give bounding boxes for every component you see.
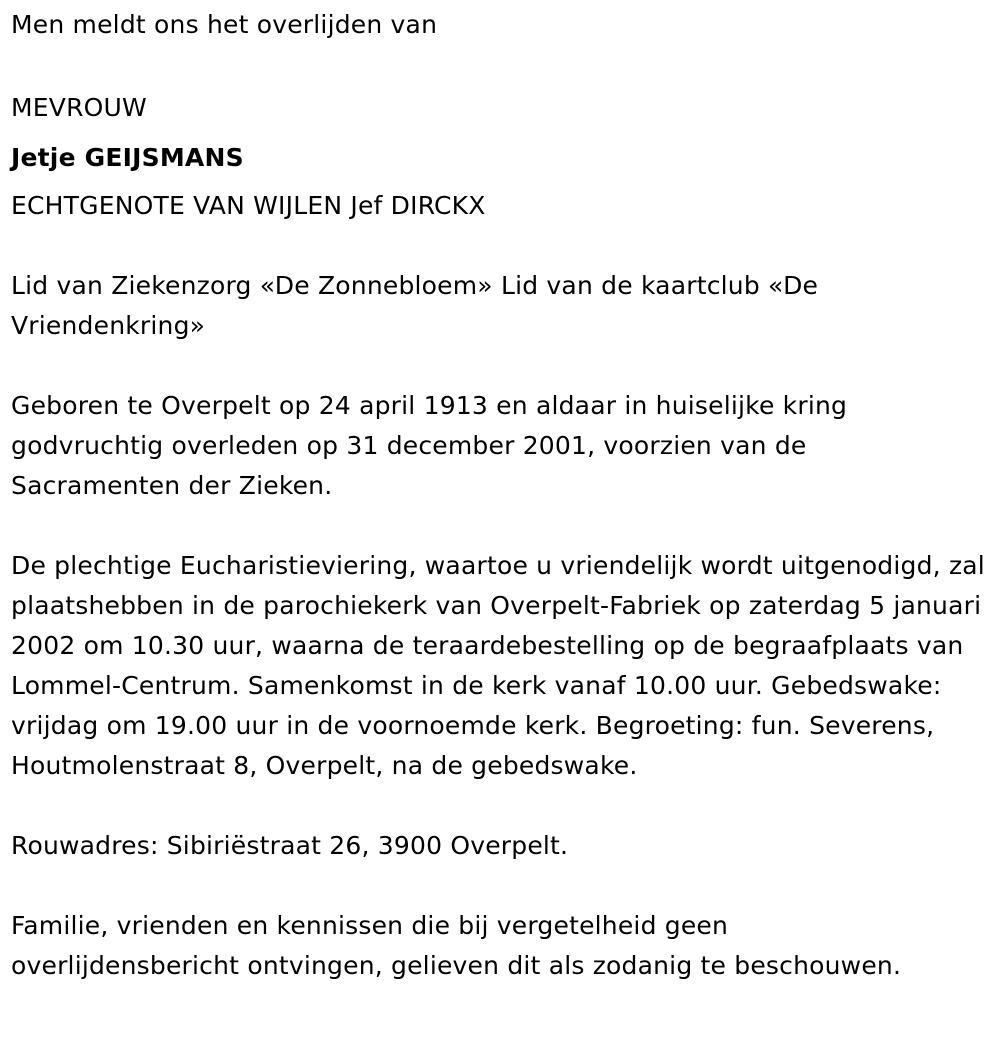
death-notice	[11, 5, 991, 986]
mourning-address: Rouwadres: Sibiriëstraat 26, 3900 Overpelt.	[11, 831, 569, 860]
closing-paragraph: Familie, vrienden en kennissen die bij vergetelheid geen overlijdensbericht ontvingen, gelieven dit als zodanig te beschouwen.	[11, 911, 902, 980]
birth-death-paragraph: Geboren te Overpelt op 24 april 1913 en aldaar in huiselijke kring godvruchtig overleden op 31 december 2001, voorzien van de Sacramenten der Zieken.	[11, 391, 848, 500]
ceremony-paragraph: De plechtige Eucharistieviering, waartoe u vriendelijk wordt uitgenodigd, zal plaatshebben in de parochiekerk van Overpelt-Fabriek op zaterdag 5 januari 2002 om 10.30 uur, waarna de teraardebestelling op de begraafplaats van Lommel-Centrum. Samenkomst in de kerk vanaf 10.00 uur. Gebedswake: vrijdag om 19.00 uur in de voornoemde kerk. Begroeting: fun. Severens, Houtmolenstraat 8, Overpelt, na de gebedswake.	[11, 551, 985, 780]
honorific: MEVROUW	[11, 93, 147, 122]
intro-text: Men meldt ons het overlijden van	[11, 10, 438, 39]
spouse-line: ECHTGENOTE VAN WIJLEN Jef DIRCKX	[11, 191, 486, 220]
deceased-name: Jetje GEIJSMANS	[11, 143, 244, 172]
membership-paragraph: Lid van Ziekenzorg «De Zonnebloem» Lid van de kaartclub «De Vriendenkring»	[11, 271, 819, 340]
